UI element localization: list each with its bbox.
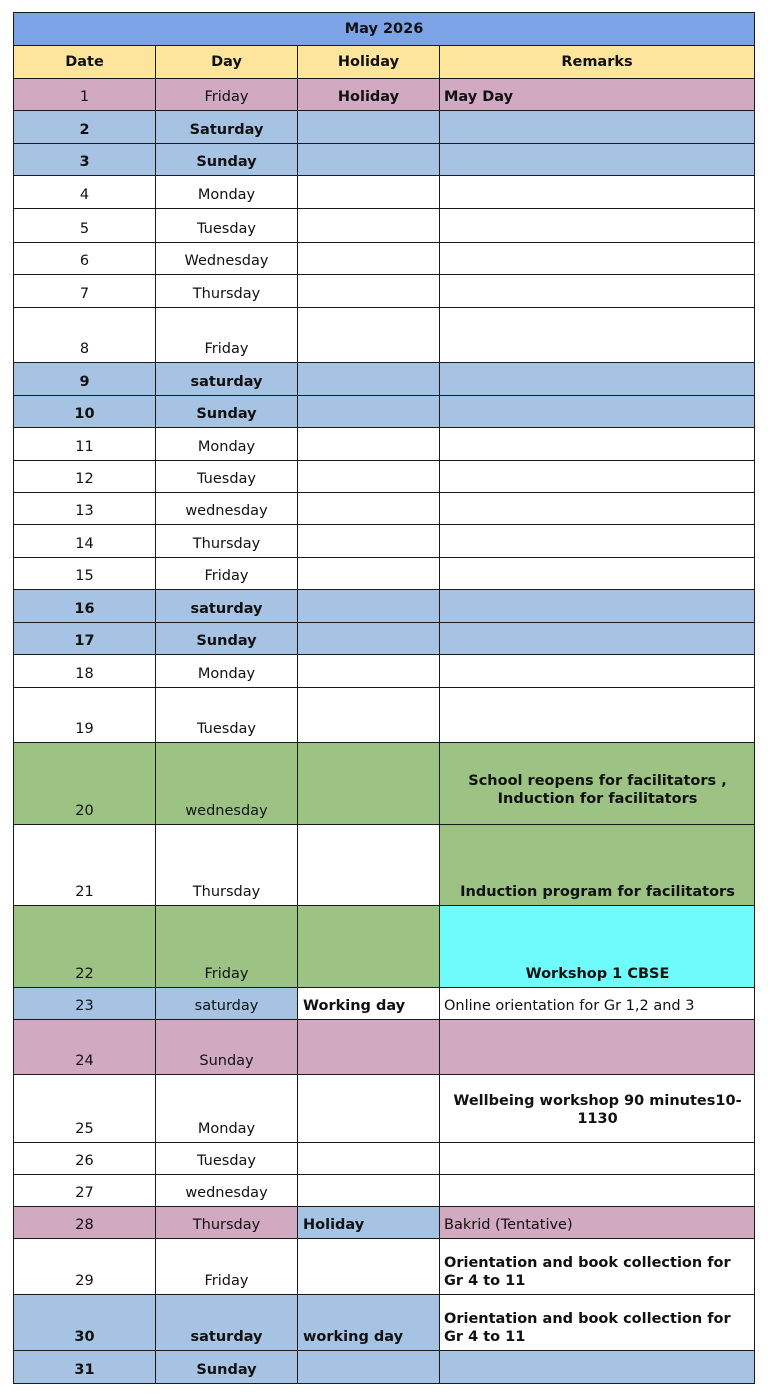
remarks-cell [440,176,755,209]
day-cell: Monday [156,176,298,209]
day-cell: Thursday [156,825,298,906]
remarks-cell: Wellbeing workshop 90 minutes10-1130 [440,1075,755,1143]
day-cell: wednesday [156,743,298,825]
date-cell: 17 [14,623,156,655]
remarks-cell: Induction program for facilitators [440,825,755,906]
remarks-cell [440,590,755,623]
date-cell: 20 [14,743,156,825]
day-cell: Monday [156,1075,298,1143]
day-cell: Wednesday [156,243,298,275]
holiday-cell [298,590,440,623]
holiday-cell [298,176,440,209]
remarks-cell [440,396,755,428]
table-row [14,988,755,1020]
day-cell: saturday [156,1295,298,1351]
table-row [14,1295,755,1351]
date-cell: 15 [14,558,156,590]
date-cell: 31 [14,1351,156,1384]
holiday-cell [298,623,440,655]
date-cell: 26 [14,1143,156,1175]
remarks-cell [440,558,755,590]
date-cell: 22 [14,906,156,988]
holiday-cell [298,1020,440,1075]
day-cell: Monday [156,655,298,688]
holiday-cell [298,144,440,176]
remarks-cell [440,688,755,743]
remarks-cell [440,461,755,493]
table-row [14,1075,755,1143]
date-cell: 2 [14,111,156,144]
holiday-cell: Working day [298,988,440,1020]
date-cell: 25 [14,1075,156,1143]
remarks-cell: Orientation and book collection for Gr 4 to 11 [440,1295,755,1351]
table-row [14,275,755,308]
day-cell: Sunday [156,144,298,176]
date-cell: 10 [14,396,156,428]
day-cell: saturday [156,363,298,396]
header-day: Day [156,46,298,79]
table-row [14,906,755,988]
date-cell: 4 [14,176,156,209]
table-row [14,396,755,428]
holiday-cell [298,1351,440,1384]
holiday-cell: Holiday [298,79,440,111]
table-row [14,743,755,825]
header-remarks: Remarks [440,46,755,79]
table-row [14,688,755,743]
day-cell: Thursday [156,1207,298,1239]
table-row [14,1143,755,1175]
remarks-cell [440,111,755,144]
holiday-cell [298,1239,440,1295]
day-cell: saturday [156,988,298,1020]
holiday-cell [298,111,440,144]
table-row [14,243,755,275]
table-row [14,623,755,655]
table-row [14,308,755,363]
remarks-cell [440,209,755,243]
remarks-cell: Orientation and book collection for Gr 4 to 11 [440,1239,755,1295]
day-cell: wednesday [156,1175,298,1207]
table-row [14,111,755,144]
table-row [14,1351,755,1384]
holiday-cell [298,743,440,825]
remarks-cell: Online orientation for Gr 1,2 and 3 [440,988,755,1020]
date-cell: 9 [14,363,156,396]
holiday-cell [298,558,440,590]
day-cell: Thursday [156,275,298,308]
day-cell: Tuesday [156,461,298,493]
holiday-cell [298,655,440,688]
table-row [14,144,755,176]
holiday-cell [298,493,440,525]
remarks-cell [440,655,755,688]
date-cell: 8 [14,308,156,363]
table-row [14,655,755,688]
date-cell: 7 [14,275,156,308]
holiday-cell [298,243,440,275]
remarks-cell: Bakrid (Tentative) [440,1207,755,1239]
holiday-cell [298,461,440,493]
day-cell: saturday [156,590,298,623]
table-row [14,428,755,461]
holiday-cell [298,825,440,906]
table-row [14,493,755,525]
table-row [14,1175,755,1207]
day-cell: Sunday [156,1351,298,1384]
holiday-cell [298,308,440,363]
table-row [14,176,755,209]
holiday-cell [298,209,440,243]
date-cell: 12 [14,461,156,493]
remarks-cell [440,243,755,275]
day-cell: Tuesday [156,209,298,243]
day-cell: Friday [156,308,298,363]
remarks-cell: May Day [440,79,755,111]
table-row [14,363,755,396]
date-cell: 3 [14,144,156,176]
date-cell: 11 [14,428,156,461]
header-holiday: Holiday [298,46,440,79]
date-cell: 14 [14,525,156,558]
date-cell: 21 [14,825,156,906]
holiday-cell [298,275,440,308]
holiday-cell [298,1075,440,1143]
holiday-cell [298,428,440,461]
table-row [14,79,755,111]
holiday-cell [298,396,440,428]
remarks-cell [440,1351,755,1384]
holiday-cell [298,1175,440,1207]
table-row [14,209,755,243]
remarks-cell [440,1020,755,1075]
holiday-cell [298,363,440,396]
date-cell: 18 [14,655,156,688]
holiday-cell [298,1143,440,1175]
day-cell: Sunday [156,396,298,428]
date-cell: 1 [14,79,156,111]
date-cell: 5 [14,209,156,243]
remarks-cell [440,623,755,655]
remarks-cell: School reopens for facilitators , Induction for facilitators [440,743,755,825]
date-cell: 29 [14,1239,156,1295]
header-date: Date [14,46,156,79]
remarks-cell [440,525,755,558]
calendar-title: May 2026 [14,13,755,46]
table-row [14,825,755,906]
table-row [14,461,755,493]
holiday-cell: working day [298,1295,440,1351]
date-cell: 19 [14,688,156,743]
table-row [14,525,755,558]
date-cell: 30 [14,1295,156,1351]
table-row [14,1020,755,1075]
holiday-cell [298,688,440,743]
day-cell: Saturday [156,111,298,144]
remarks-cell [440,1143,755,1175]
day-cell: Sunday [156,1020,298,1075]
calendar-table [13,12,755,1384]
table-row [14,1207,755,1239]
day-cell: Friday [156,558,298,590]
remarks-cell [440,493,755,525]
date-cell: 16 [14,590,156,623]
day-cell: Monday [156,428,298,461]
table-row [14,1239,755,1295]
date-cell: 28 [14,1207,156,1239]
day-cell: Tuesday [156,688,298,743]
day-cell: Thursday [156,525,298,558]
remarks-cell [440,363,755,396]
day-cell: Sunday [156,623,298,655]
day-cell: Friday [156,79,298,111]
day-cell: Friday [156,906,298,988]
date-cell: 27 [14,1175,156,1207]
remarks-cell: Workshop 1 CBSE [440,906,755,988]
date-cell: 13 [14,493,156,525]
remarks-cell [440,1175,755,1207]
day-cell: Tuesday [156,1143,298,1175]
date-cell: 24 [14,1020,156,1075]
remarks-cell [440,428,755,461]
remarks-cell [440,144,755,176]
table-row [14,558,755,590]
day-cell: wednesday [156,493,298,525]
holiday-cell [298,525,440,558]
date-cell: 23 [14,988,156,1020]
date-cell: 6 [14,243,156,275]
remarks-cell [440,275,755,308]
remarks-cell [440,308,755,363]
holiday-cell: Holiday [298,1207,440,1239]
table-row [14,590,755,623]
day-cell: Friday [156,1239,298,1295]
holiday-cell [298,906,440,988]
